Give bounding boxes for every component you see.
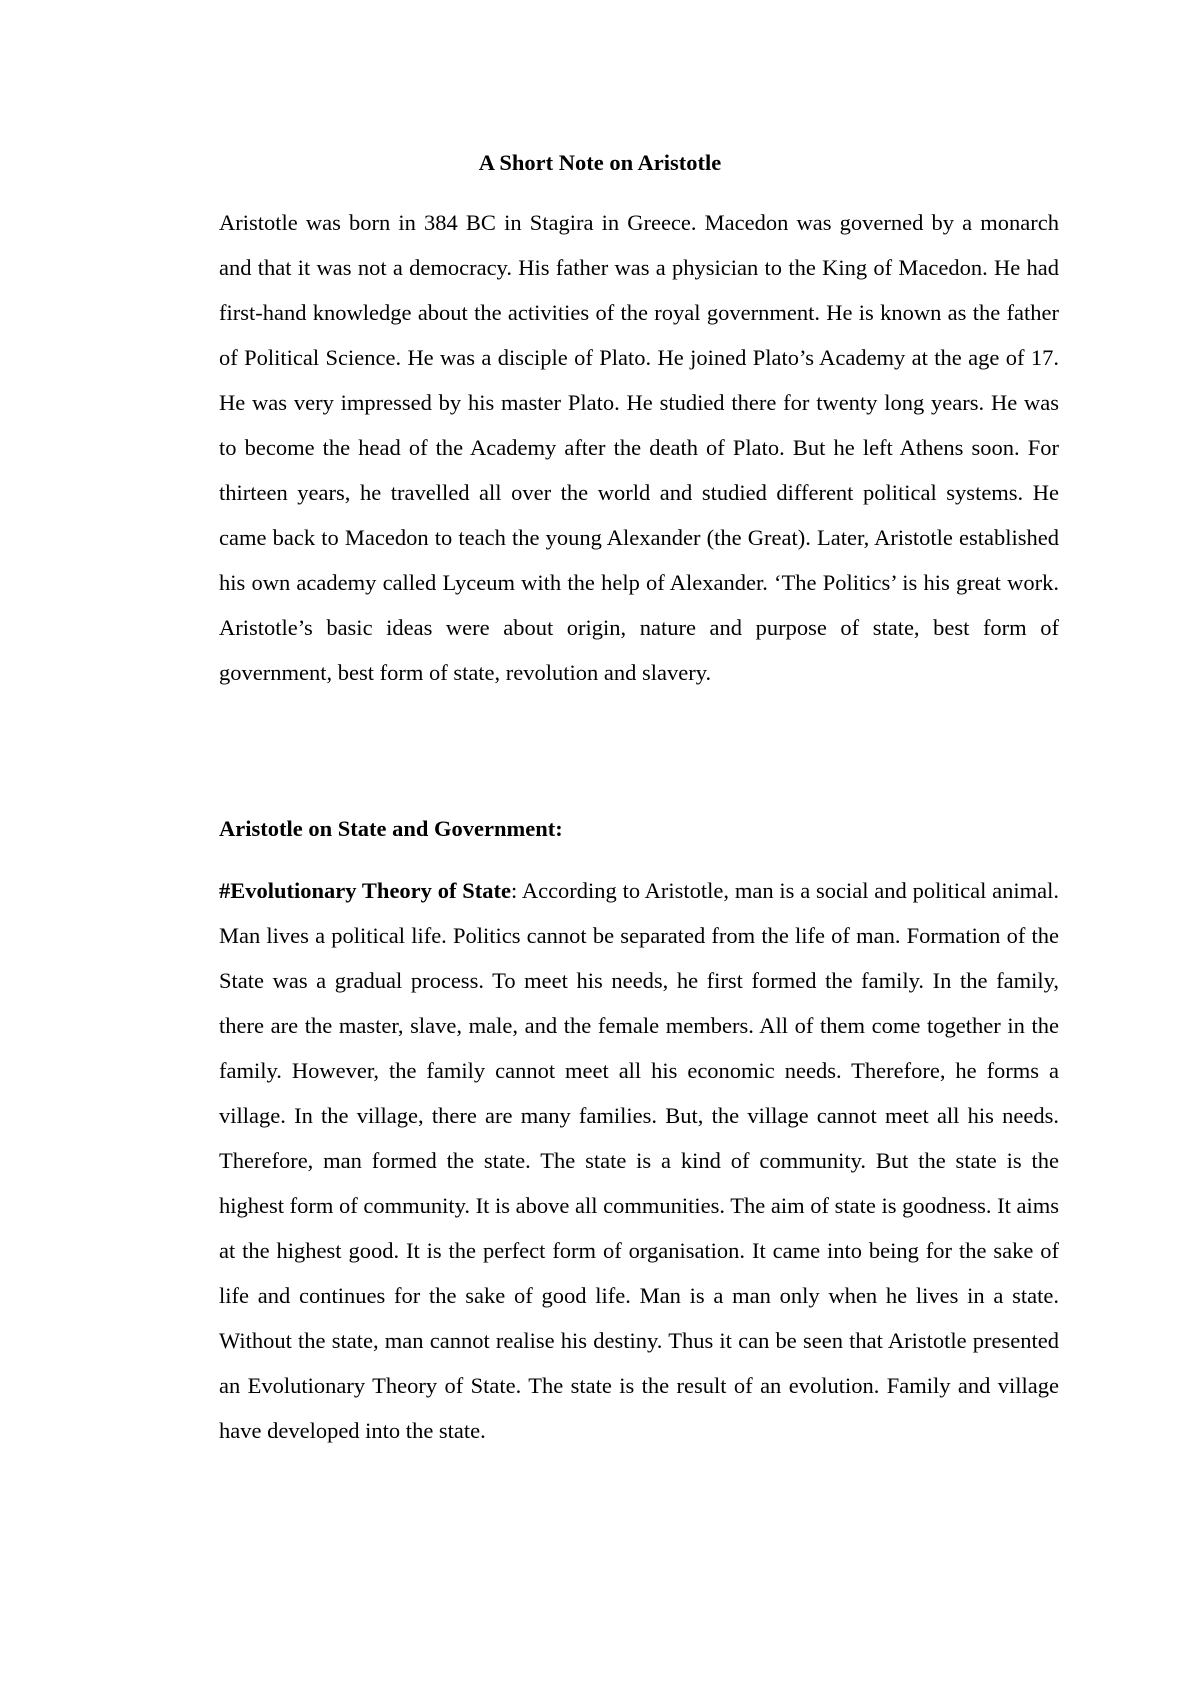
evolutionary-theory-paragraph bbox=[219, 868, 1059, 1453]
paragraph-lead-term: #Evolutionary Theory of State bbox=[219, 878, 512, 903]
intro-paragraph: Aristotle was born in 384 BC in Stagira in Greece. Macedon was governed by a monarch and that it was not a democracy. His father was a physician to the King of Macedon. He had first-hand knowledge about the activities of the royal government. He is known as the father of Political Science. He was a disciple of Plato. He joined Plato’s Academy at the age of 17. He was very impressed by his master Plato. He studied there for twenty long years. He was to become the head of the Academy after the death of Plato. But he left Athens soon. For thirteen years, he travelled all over the world and studied different political systems. He came back to Macedon to teach the young Alexander (the Great). Later, Aristotle established his own academy called Lyceum with the help of Alexander. ‘The Politics’ is his great work. Aristotle’s basic ideas were about origin, nature and purpose of state, best form of government, best form of state, revolution and slavery. bbox=[219, 210, 1059, 685]
section-heading: Aristotle on State and Government: bbox=[219, 816, 563, 841]
paragraph-body: : According to Aristotle, man is a social and political animal. Man lives a political life. Politics cannot be separated from the life of man. Formation of the State was a gradual process. To meet his needs, he first formed the family. In the family, there are the master, slave, male, and the female members. All of them come together in the family. However, the family cannot meet all his economic needs. Therefore, he forms a village. In the village, there are many families. But, the village cannot meet all his needs. Therefore, man formed the state. The state is a kind of community. But the state is the highest form of community. It is above all communities. The aim of state is goodness. It aims at the highest good. It is the perfect form of organisation. It came into being for the sake of life and continues for the sake of good life. Man is a man only when he lives in a state. Without the state, man cannot realise his destiny. Thus it can be seen that Aristotle presented an Evolutionary Theory of State. The state is the result of an evolution. Family and village have developed into the state. bbox=[219, 878, 1059, 1443]
document-title: A Short Note on Aristotle bbox=[478, 150, 722, 175]
